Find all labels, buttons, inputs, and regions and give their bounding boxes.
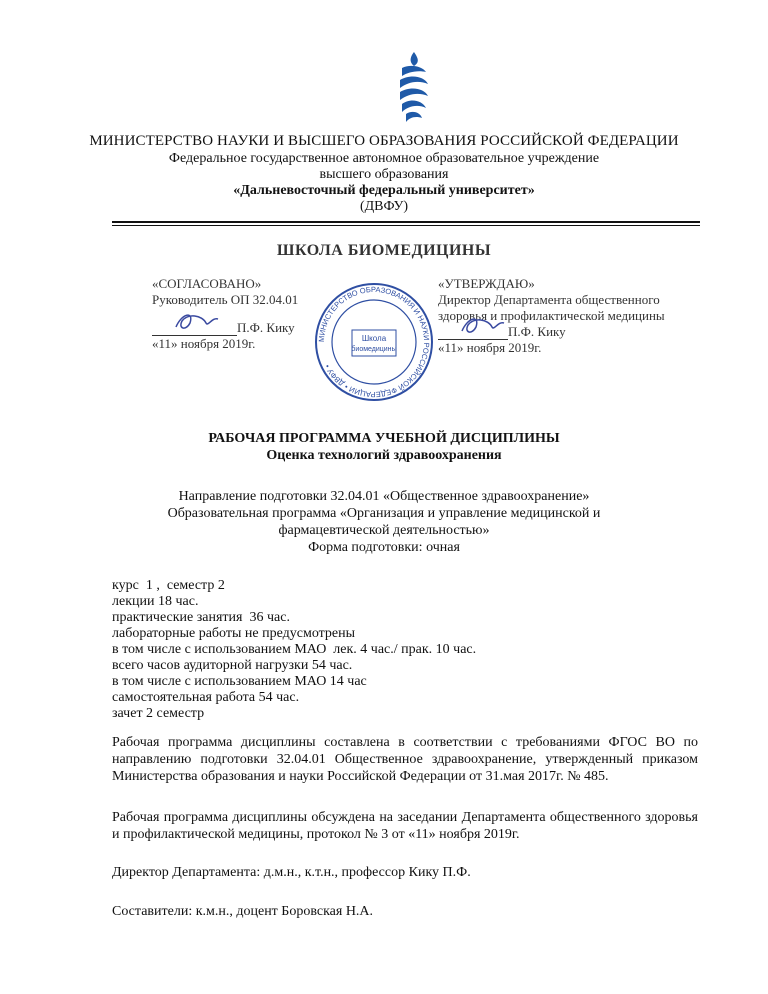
institution-type: Федеральное государственное автономное образовательное учреждение <box>168 151 600 166</box>
edu-program-line-1: Образовательная программа «Организация и управление медицинской и <box>167 506 601 521</box>
approval-approved-title: «УТВЕРЖДАЮ» <box>438 276 535 291</box>
approval-agreed-role: Руководитель ОП 32.04.01 <box>152 292 299 307</box>
direction: Направление подготовки 32.04.01 «Общественное здравоохранение» <box>178 489 590 504</box>
authors-line: Составители: к.м.н., доцент Боровская Н.А. <box>112 904 374 919</box>
hours-item: практические занятия 36 час. <box>112 610 290 625</box>
svg-text:МИНИСТЕРСТВО ОБРАЗОВАНИЯ И НАУ: МИНИСТЕРСТВО ОБРАЗОВАНИЯ И НАУКИ РОССИЙСКОЙ ФЕДЕРАЦИИ • ДВФУ • <box>316 284 432 400</box>
hours-item: лабораторные работы не предусмотрены <box>112 626 356 641</box>
svg-text:Школа: Школа <box>361 334 387 343</box>
compliance-paragraph: Рабочая программа дисциплины составлена в соответствии с требованиями ФГОС ВО по направлению подготовки 32.04.01 Общественное здравоохранение, утвержденный приказом Министерства образования и науки Российской Федерации от 31.мая 2017г. № 485. <box>112 735 698 784</box>
approval-approved-date: «11» ноября 2019г. <box>438 340 542 355</box>
ministry-name: МИНИСТЕРСТВО НАУКИ И ВЫСШЕГО ОБРАЗОВАНИЯ РОССИЙСКОЙ ФЕДЕРАЦИИ <box>89 133 679 149</box>
approval-approved-role-1: Директор Департамента общественного <box>438 292 660 307</box>
seal-stamp-icon <box>312 280 436 404</box>
university-name: «Дальневосточный федеральный университет» <box>233 183 535 198</box>
approval-approved-block <box>438 276 698 356</box>
approval-agreed-date: «11» ноября 2019г. <box>152 336 256 351</box>
approval-approved-signature-row <box>438 324 698 340</box>
education-level: высшего образования <box>319 167 449 182</box>
hours-item: лекции 18 час. <box>112 594 199 609</box>
school-name: ШКОЛА БИОМЕДИЦИНЫ <box>276 242 492 259</box>
program-title: РАБОЧАЯ ПРОГРАММА УЧЕБНОЙ ДИСЦИПЛИНЫ <box>208 431 560 446</box>
university-abbr: (ДВФУ) <box>359 199 409 214</box>
approval-agreed-signatory: П.Ф. Кику <box>237 320 295 335</box>
director-line: Директор Департамента: д.м.н., к.т.н., профессор Кику П.Ф. <box>112 865 471 880</box>
approval-approved-role-2: здоровья и профилактической медицины <box>438 308 665 323</box>
edu-program-line-2: фармацевтической деятельностью» <box>278 523 490 538</box>
university-logo-icon <box>396 52 432 122</box>
header-divider-thin <box>112 225 700 226</box>
hours-item: в том числе с использованием МАО лек. 4 час./ прак. 10 час. <box>112 642 477 657</box>
hours-item: всего часов аудиторной нагрузки 54 час. <box>112 658 353 673</box>
discussion-paragraph: Рабочая программа дисциплины обсуждена на заседании Департамента общественного здоровья и профилактической медицины, протокол № 3 от «11» ноября 2019г. <box>112 810 698 842</box>
hours-item: самостоятельная работа 54 час. <box>112 690 300 705</box>
discipline-name: Оценка технологий здравоохранения <box>266 448 502 463</box>
approval-approved-signatory: П.Ф. Кику <box>508 324 566 339</box>
hours-item: зачет 2 семестр <box>112 706 205 721</box>
signature-icon <box>172 309 222 335</box>
hours-item: курс 1 , семестр 2 <box>112 578 225 593</box>
signature-line <box>152 323 237 336</box>
header-divider <box>112 221 700 223</box>
study-form: Форма подготовки: очная <box>308 540 460 555</box>
approval-agreed-title: «СОГЛАСОВАНО» <box>152 276 262 291</box>
signature-line <box>438 327 508 340</box>
svg-text:биомедицины: биомедицины <box>351 346 397 353</box>
hours-list <box>112 578 476 722</box>
hours-item: в том числе с использованием МАО 14 час <box>112 674 367 689</box>
signature-icon <box>458 313 508 339</box>
